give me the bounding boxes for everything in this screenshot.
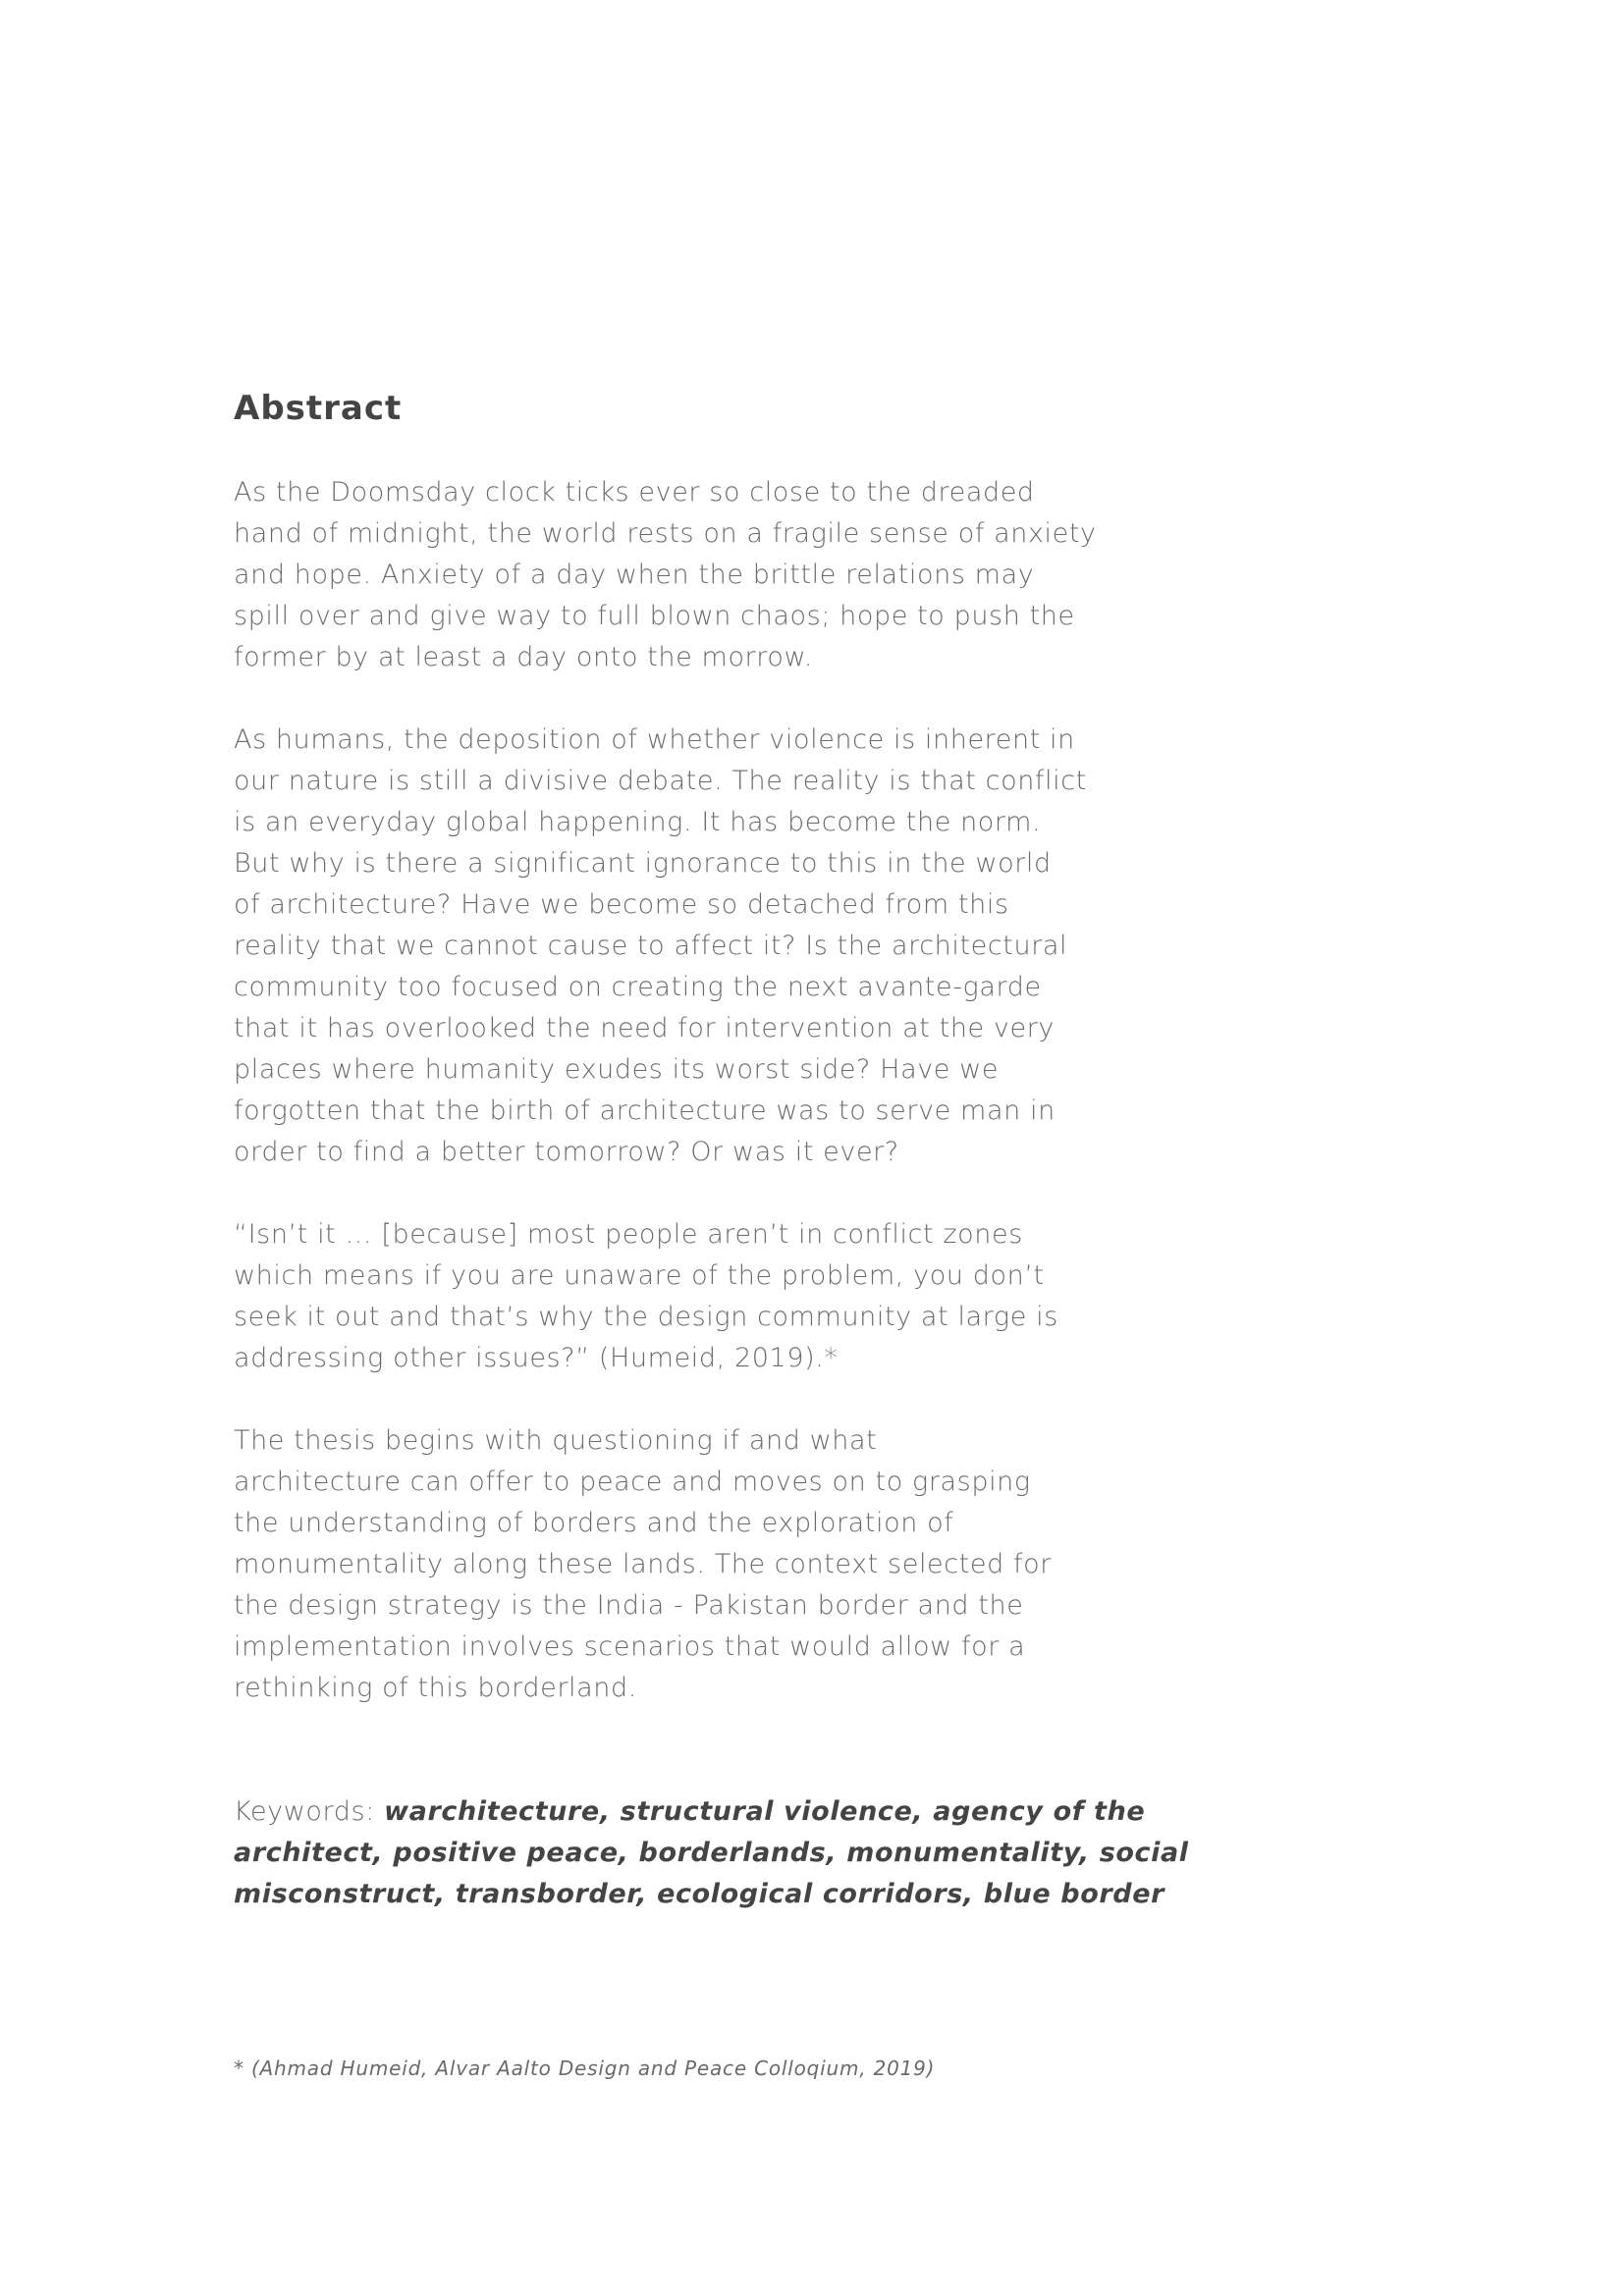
text-line: the design strategy is the India - Pakistan border and the [234,1589,1024,1621]
text-line: places where humanity exudes its worst side? Have we [234,1053,1000,1085]
text-line: implementation involves scenarios that would allow for a [234,1630,1026,1662]
abstract-heading: Abstract [234,389,403,428]
keywords-terms: architect, positive peace, borderlands, monumentality, social [234,1837,1189,1868]
keywords-terms: warchitecture, structural violence, agency of the [384,1795,1146,1827]
text-line: As humans, the deposition of whether violence is inherent in [234,723,1075,755]
text-line: seek it out and that’s why the design community at large is [234,1301,1058,1332]
paragraph-doomsday [234,472,1216,678]
keywords-line [234,1791,1216,1833]
text-line: the understanding of borders and the exploration of [234,1507,954,1538]
text-line: and hope. Anxiety of a day when the brittle relations may [234,559,1035,590]
text-line: reality that we cannot cause to affect it? Is the architectural [234,930,1068,961]
text-line: rethinking of this borderland. [234,1672,637,1703]
text-line: which means if you are unaware of the problem, you don’t [234,1259,1045,1291]
abstract-section [234,389,1216,1915]
text-line: But why is there a significant ignorance to this in the world [234,847,1052,879]
keywords-label: Keywords: [234,1795,385,1827]
text-line: is an everyday global happening. It has become the norm. [234,806,1042,837]
text-line: architecture can offer to peace and moves on to grasping [234,1466,1031,1497]
text-line: The thesis begins with questioning if and what [234,1424,878,1456]
text-line: hand of midnight, the world rests on a fragile sense of anxiety [234,517,1097,549]
keywords-block [234,1791,1216,1915]
text-line: of architecture? Have we become so detached from this [234,888,1009,920]
text-line: As the Doomsday clock ticks ever so close to the dreaded [234,476,1035,507]
paragraph-quote [234,1214,1216,1379]
text-line: “Isn’t it … [because] most people aren’t in conflict zones [234,1218,1023,1250]
text-line: former by at least a day onto the morrow. [234,641,813,672]
text-line: order to find a better tomorrow? Or was it ever? [234,1136,899,1167]
text-line: monumentality along these lands. The context selected for [234,1548,1052,1579]
paragraph-humans [234,720,1216,1173]
text-line: spill over and give way to full blown chaos; hope to push the [234,600,1075,631]
text-line: forgotten that the birth of architecture was to serve man in [234,1095,1056,1126]
text-line: community too focused on creating the next avante-garde [234,971,1042,1002]
text-line: addressing other issues?” (Humeid, 2019).* [234,1342,839,1373]
text-line: our nature is still a divisive debate. The reality is that conflict [234,765,1087,796]
footnote: * (Ahmad Humeid, Alvar Aalto Design and Peace Colloqium, 2019) [234,2056,936,2080]
keywords-terms: misconstruct, transborder, ecological corridors, blue border [234,1878,1165,1909]
text-line: that it has overlooked the need for intervention at the very [234,1012,1055,1043]
paragraph-thesis [234,1420,1216,1709]
